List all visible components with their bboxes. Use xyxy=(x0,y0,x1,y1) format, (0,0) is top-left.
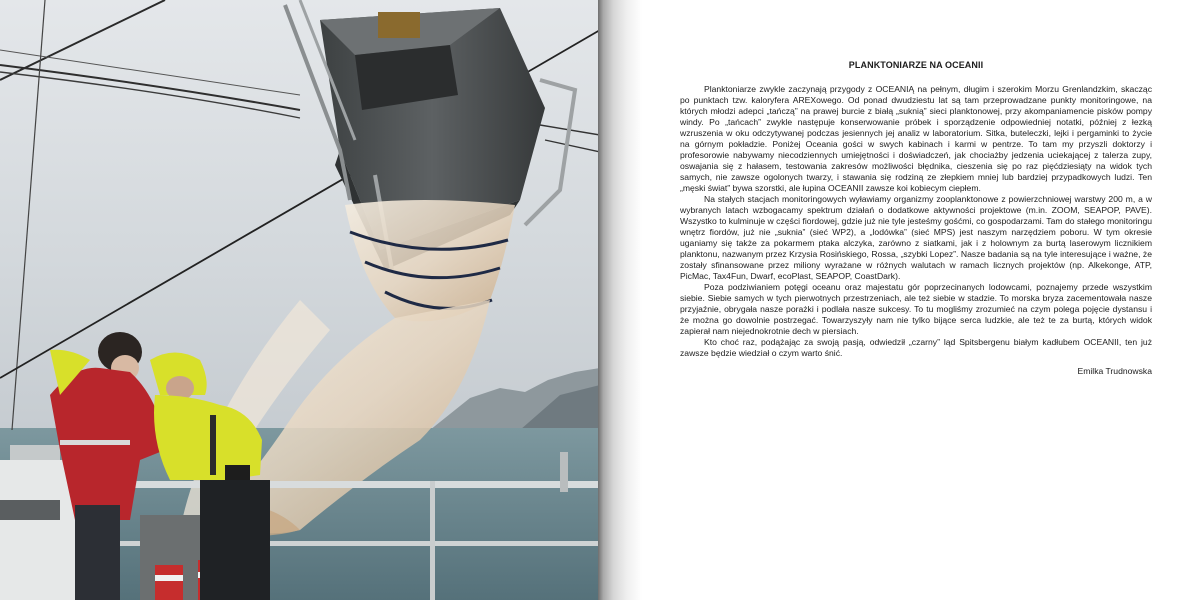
article-paragraph-2: Na stałych stacjach monitoringowych wyławiamy organizmy zooplanktonowe z powierzchniowej warstwy 200 m, a w wybranych latach wzbogacamy spektrum działań o dodatkowe aktywności projektowe (m.in. ZOOM, SEAPOP, PAVE). Wszystko to kulminuje w części fiordowej, gdzie już nie tyle jesteśmy gośćmi, co gospodarzami. Tam do stałego monitoringu wnętrz fiordów, już nie „suknia” (sieć WP2), a „lodówka” (sieć MPS) jest naszym narzędziem poboru. W tym okresie uganiamy się także za pokarmem ptaka alczyka, zarówno z siatkami, jak i z holownym za burtą laserowym licznikiem planktonu, nazwanym przez Krzysia Rosińskiego, Rossa, „szybki Lopez”. Nasze badania są na tyle interesujące i ważne, że zostały sfinansowane przez miliony wyrażane w różnych walutach w ramach licznych projektów (np. Alkekonge, ATP, PicMac, Tax4Fun, Dwarf, ecoPlast, SEAPOP, CoastDark). xyxy=(680,194,1152,281)
article-paragraph-4: Kto choć raz, podążając za swoją pasją, odwiedził „czarny” ląd Spitsbergenu białym kadłubem OCEANII, ten już zawsze będzie wiedział o czym warto śnić. xyxy=(680,337,1152,358)
article-title: PLANKTONIARZE NA OCEANII xyxy=(848,60,984,70)
article-paragraph-3: Poza podziwianiem potęgi oceanu oraz majestatu gór poprzecinanych lodowcami, poznajemy przede wszystkim siebie. Siebie samych w tych pierwotnych przestrzeniach, ale też siebie w stadzie. To morska bryza zacementowała nasze przyjaźnie, obrygała nasze porażki i podlała nasze sukcesy. To tu mogliśmy zrozumieć na czym polega pojęcie dystansu i że można go dowolnie postrzegać. Towarzyszyły nam nie tylko bijące serca ludzkie, ale też te za burtą, których widok zapierał nam niejednokrotnie dech w piersiach. xyxy=(680,282,1152,336)
book-gutter xyxy=(598,0,642,600)
article-paragraph-1: Planktoniarze zwykle zaczynają przygody z OCEANIĄ na pełnym, długim i szerokim Morzu Grenlandzkim, skacząc po punktach tzw. kaloryfera AREXowego. Od ponad dwudziestu lat są tam przeprowadzane punkty monitoringowe, na których młodzi adepci „tańczą” na prawej burcie z białą „suknią” sieci planktonowej, przy akompaniamencie pisków pompy windy. Po „tańcach” zwykle następuje konserwowanie próbek i sporządzenie odpowiedniej notatki, później z łezką wzruszenia w oku odczytywanej podczas jesiennych jej analiz w laboratorium. Sitka, buteleczki, lejki i pergaminki to życie na górnym pokładzie. Poniżej Oceania gości w swych kabinach i karmi w pentrze. To tam my przyszli doktorzy i profesorowie nabywamy niecodziennych umiejętności i doświadczeń, jak chociażby jedzenia uciekającej z talerza zupy, oswajania się z hałasem, testowania zakresów możliwości błędnika, cieszenia się po raz pięćdziesiąty na widok tych samych, nie zawsze ogolonych twarzy, i stawania się rodziną ze złepkiem mniej lub bardziej przypadkowych ludzi. Ten „męski świat” bywa szorstki, ale łupina OCEANII zawsze koi kobiecym ciepłem. xyxy=(680,84,1152,193)
article xyxy=(680,60,1152,377)
article-author: Emilka Trudnowska xyxy=(1077,366,1152,376)
text-page xyxy=(642,0,1200,600)
